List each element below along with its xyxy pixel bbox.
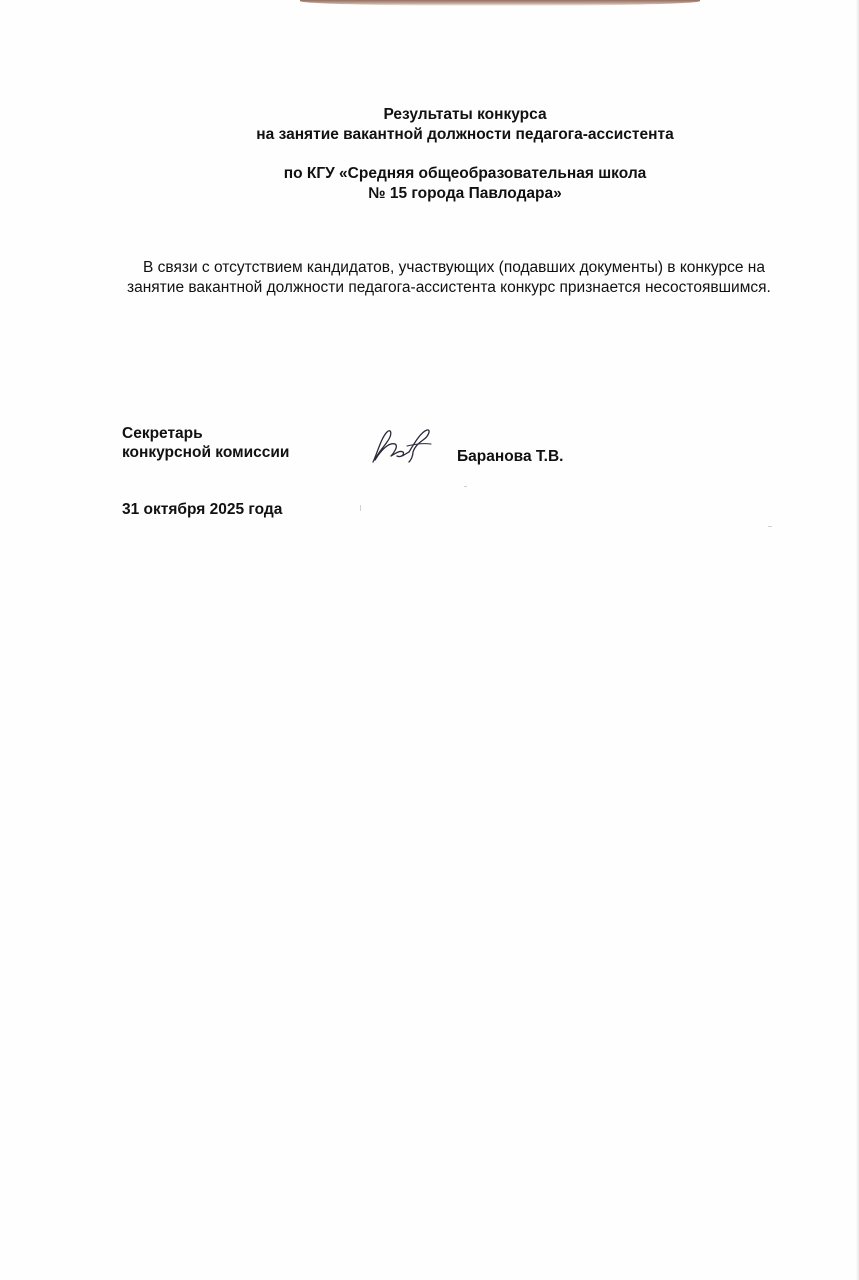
signatory-role-line-1: Секретарь — [122, 425, 203, 442]
scan-speck — [768, 526, 772, 527]
scan-speck — [464, 486, 467, 487]
scan-speck — [360, 505, 361, 511]
title-line-2: на занятие вакантной должности педагога-ассистента — [256, 126, 674, 143]
title-line-3: по КГУ «Средняя общеобразовательная школа — [283, 165, 647, 182]
signatory-name: Баранова Т.В. — [457, 448, 564, 465]
handwritten-signature — [367, 424, 437, 468]
title-line-4: № 15 города Павлодара» — [368, 185, 562, 202]
document-date: 31 октября 2025 года — [122, 501, 283, 518]
paper-edge-shadow — [300, 0, 700, 6]
body-line-1: В связи с отсутствием кандидатов, участвующих (подавших документы) в конкурсе на — [143, 259, 765, 276]
body-line-2: занятие вакантной должности педагога-ассистента конкурс признается несостоявшимся. — [127, 279, 771, 296]
title-line-1: Результаты конкурса — [383, 106, 547, 123]
signatory-role-line-2: конкурсной комиссии — [122, 444, 290, 461]
